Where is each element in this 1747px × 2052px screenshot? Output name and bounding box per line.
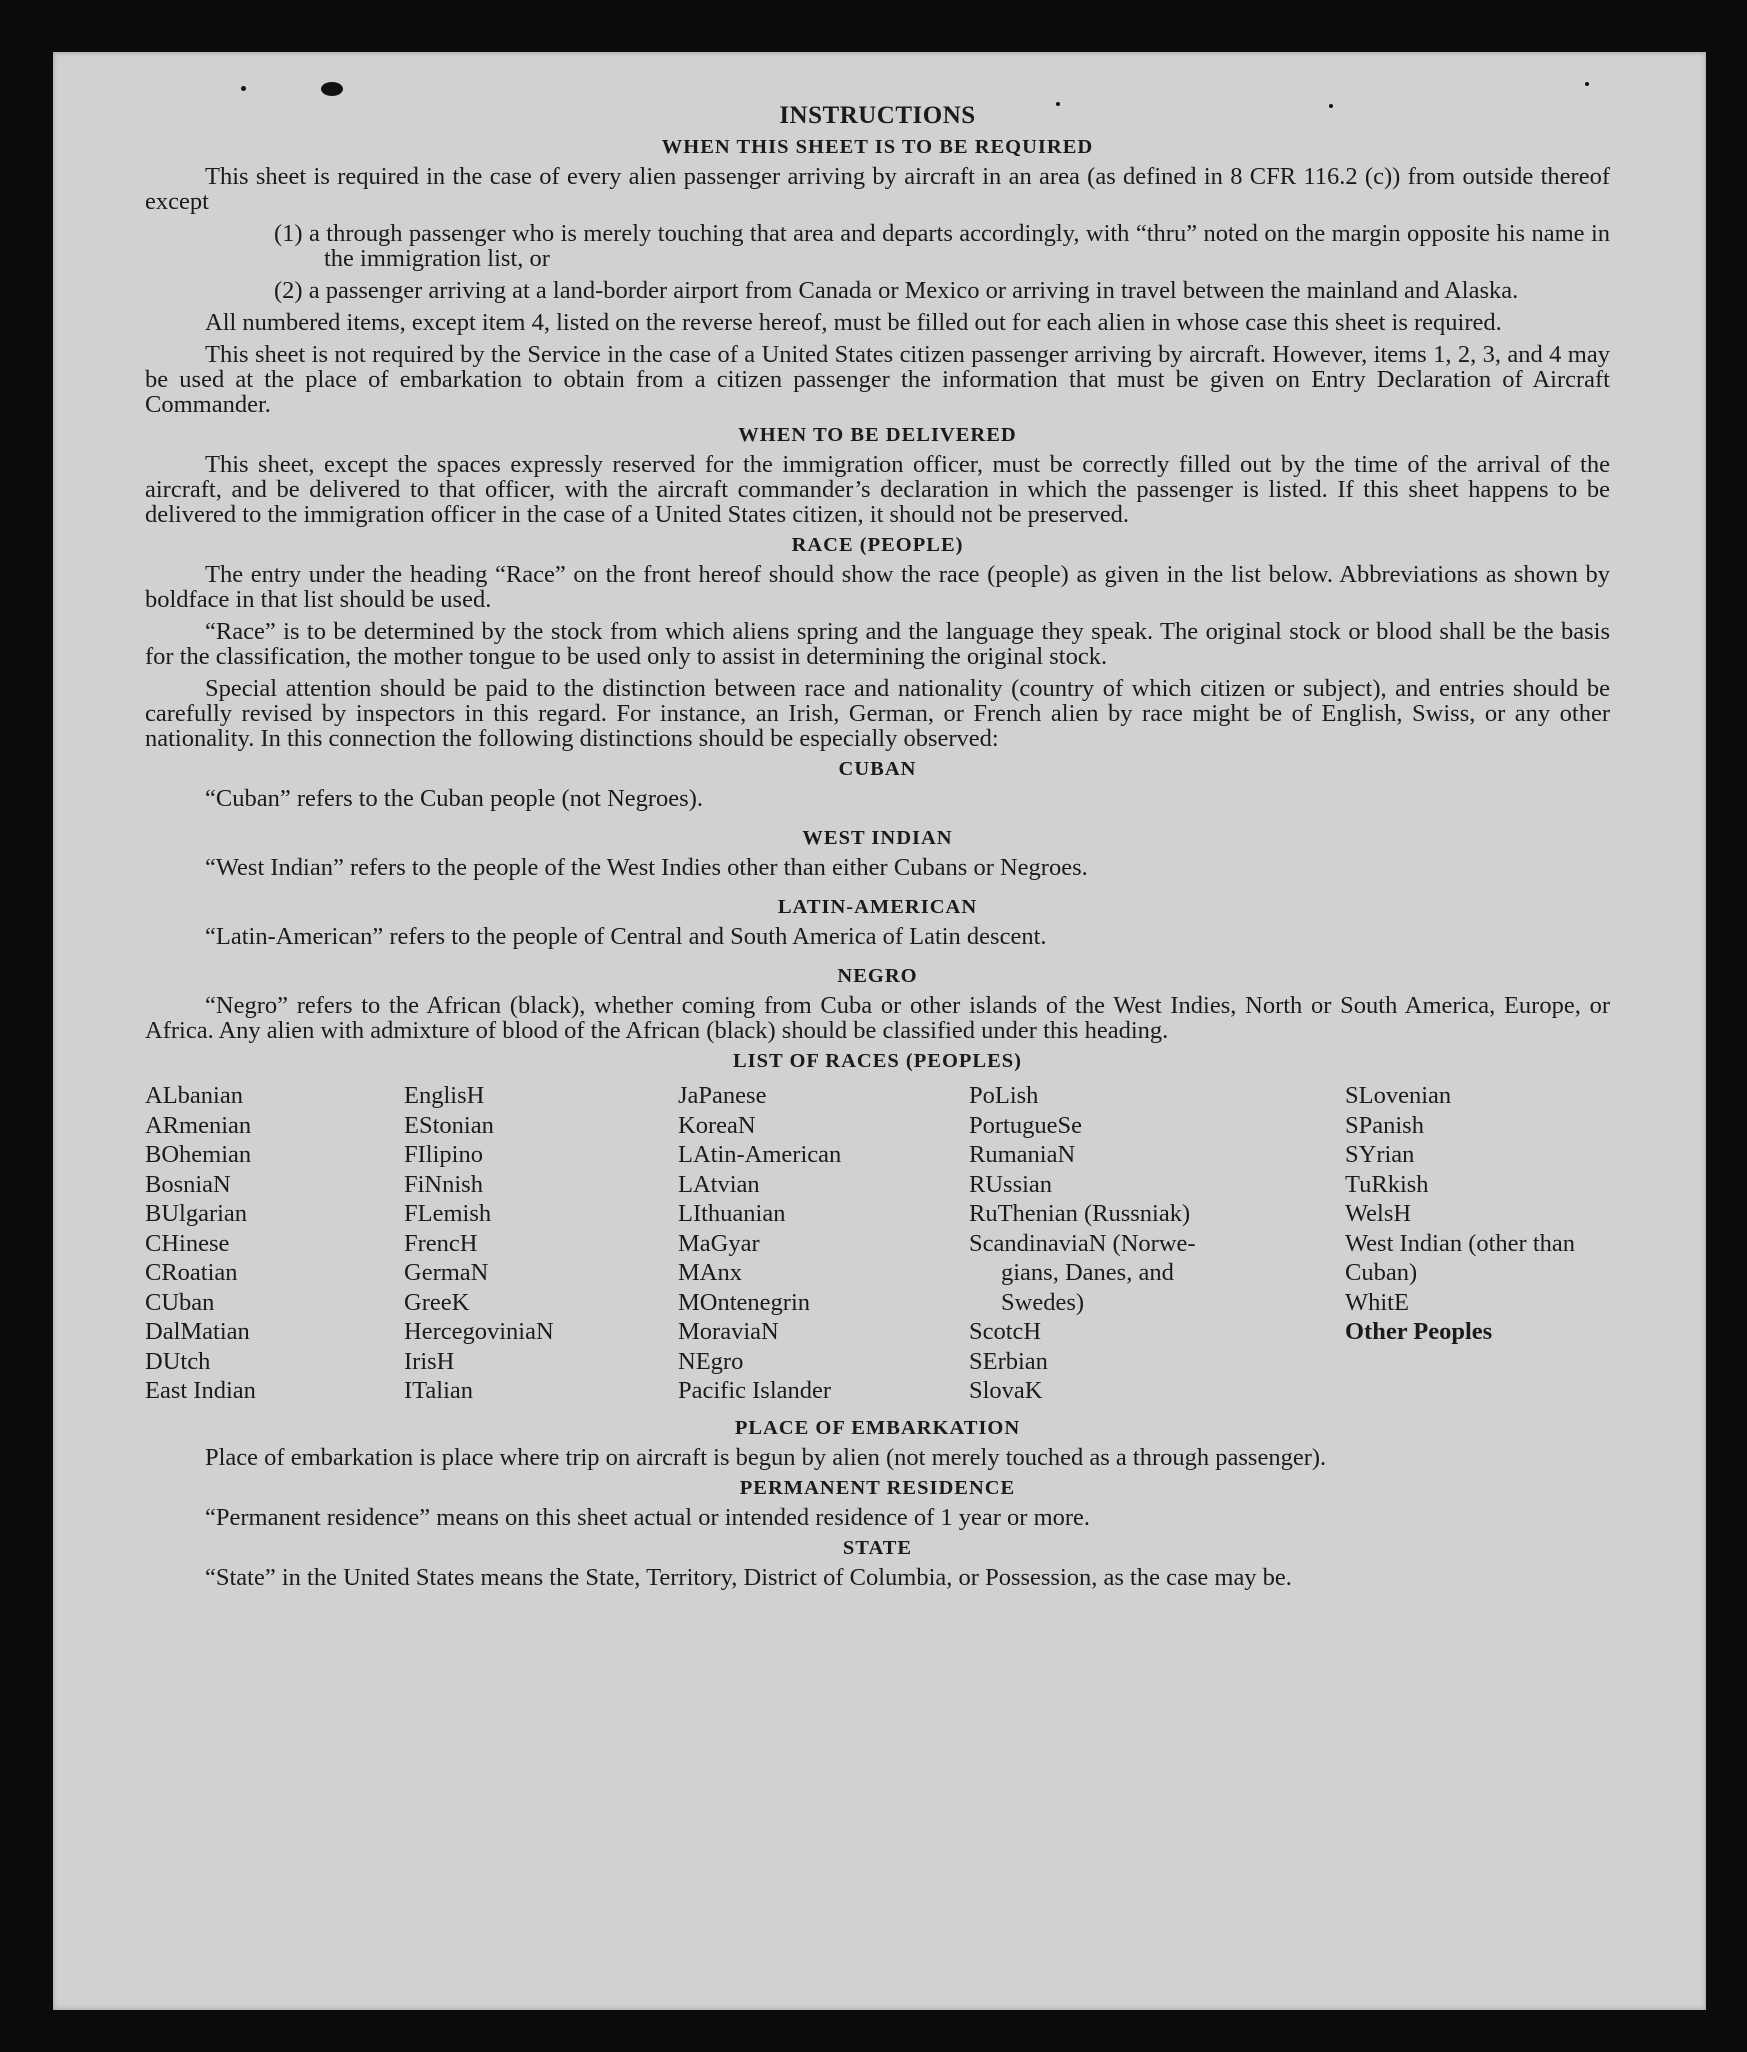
race-item: LAtvian xyxy=(678,1170,760,1198)
race-item: RuThenian (Russniak) xyxy=(969,1200,1191,1227)
definition: “Cuban” refers to the Cuban people (not Negroes). xyxy=(205,785,703,812)
races-column-3 xyxy=(678,1081,841,1406)
race-item: ITalian xyxy=(404,1377,474,1404)
races-list xyxy=(145,1081,1610,1411)
race-item: East Indian xyxy=(145,1377,256,1404)
race-item: ScandinaviaN (Norwe- xyxy=(969,1229,1196,1257)
race-item: BUlgarian xyxy=(145,1200,248,1227)
paragraph: Special attention should be paid to the distinction between race and nationality (country of which citizen or subject), and entries should be carefully revised by inspectors in this regard. For instance, an Irish, German, or French alien by race might be of English, Swiss, or any other nationality. In this connection the following distinctions should be especially observed: xyxy=(145,675,1610,752)
race-item: IrisH xyxy=(404,1347,455,1375)
paragraph: “State” in the United States means the State, Territory, District of Columbia, or Possession, as the case may be. xyxy=(205,1564,1292,1591)
race-item: JaPanese xyxy=(678,1082,767,1109)
heading-negro: NEGRO xyxy=(837,965,918,987)
heading-state: STATE xyxy=(842,1537,913,1559)
race-item: CHinese xyxy=(145,1229,230,1257)
heading-when-delivered: WHEN TO BE DELIVERED xyxy=(738,424,1017,446)
race-item: SYrian xyxy=(1345,1141,1415,1168)
race-item: WelsH xyxy=(1345,1200,1412,1227)
paragraph: “Race” is to be determined by the stock from which aliens spring and the language they speak. The original stock or blood shall be the basis for the classification, the mother tongue to be used only to assist in determining the original stock. xyxy=(145,618,1610,670)
race-item: GermaN xyxy=(404,1259,489,1286)
race-item: Other Peoples xyxy=(1345,1318,1493,1345)
race-item: ARmenian xyxy=(145,1111,252,1139)
heading-race: RACE (PEOPLE) xyxy=(791,534,964,556)
race-item: SlovaK xyxy=(969,1377,1043,1404)
race-item: SErbian xyxy=(969,1347,1048,1375)
race-item: BOhemian xyxy=(145,1141,252,1168)
heading-cuban: CUBAN xyxy=(838,758,917,780)
race-item: TuRkish xyxy=(1345,1170,1429,1198)
race-item: SLovenian xyxy=(1345,1082,1452,1109)
race-item: West Indian (other than Cuban) xyxy=(1345,1229,1576,1286)
race-item: SPanish xyxy=(1345,1111,1424,1139)
races-column-5 xyxy=(1345,1081,1610,1347)
race-item: DUtch xyxy=(145,1347,211,1375)
paragraph: “Negro” refers to the African (black), whether coming from Cuba or other islands of the West Indies, North or South America, Europe, or Africa. Any alien with admixture of blood of the African (black) should be classified under this heading. xyxy=(145,992,1610,1044)
race-item: CRoatian xyxy=(145,1259,238,1286)
ink-blot xyxy=(321,82,343,96)
race-item: MoraviaN xyxy=(678,1318,779,1345)
heading-latin-american: LATIN-AMERICAN xyxy=(777,896,978,918)
races-column-1 xyxy=(145,1081,256,1406)
ink-dot xyxy=(241,86,246,91)
race-item-continued: gians, Danes, and xyxy=(1001,1259,1174,1286)
paragraph: This sheet, except the spaces expressly reserved for the immigration officer, must be correctly filled out by the time of the arrival of the aircraft, and be delivered to that officer, with the aircraft commander’s declaration in which the passenger is listed. If this sheet happens to be delivered to the immigration officer in the case of a United States citizen, it should not be preserved. xyxy=(145,451,1610,528)
races-column-2 xyxy=(404,1081,554,1406)
heading-permanent-residence: PERMANENT RESIDENCE xyxy=(739,1477,1016,1499)
race-item: GreeK xyxy=(404,1288,470,1316)
race-item: FiNnish xyxy=(404,1170,483,1198)
race-item: FLemish xyxy=(404,1200,492,1227)
race-item: LAtin-American xyxy=(678,1141,842,1168)
paragraph: Place of embarkation is place where trip on aircraft is begun by alien (not merely touched as a through passenger). xyxy=(205,1444,1327,1471)
race-item: FrencH xyxy=(404,1229,478,1257)
definition: “West Indian” refers to the people of the West Indies other than either Cubans or Negroes. xyxy=(205,854,1088,881)
race-item: DalMatian xyxy=(145,1318,250,1345)
race-item: CUban xyxy=(145,1288,215,1316)
race-item: WhitE xyxy=(1345,1288,1409,1316)
race-item: RumaniaN xyxy=(969,1141,1076,1168)
list-item: (2) a passenger arriving at a land-border airport from Canada or Mexico or arriving in travel between the mainland and Alaska. xyxy=(274,277,1519,304)
ink-dot xyxy=(1585,82,1589,86)
race-item: ALbanian xyxy=(145,1082,243,1109)
definition: “Latin-American” refers to the people of Central and South America of Latin descent. xyxy=(205,923,1047,950)
race-item: LIthuanian xyxy=(678,1200,786,1227)
race-item: MOntenegrin xyxy=(678,1288,810,1316)
race-item: NEgro xyxy=(678,1347,744,1375)
race-item: ScotcH xyxy=(969,1318,1042,1345)
race-item: EStonian xyxy=(404,1111,494,1139)
race-item: EnglisH xyxy=(404,1082,485,1109)
race-item: HercegoviniaN xyxy=(404,1318,554,1345)
paragraph: All numbered items, except item 4, listed on the reverse hereof, must be filled out for each alien in whose case this sheet is required. xyxy=(205,309,1502,336)
race-item: RUssian xyxy=(969,1170,1053,1198)
instructions-content xyxy=(145,102,1610,1597)
heading-when-required: WHEN THIS SHEET IS TO BE REQUIRED xyxy=(661,136,1094,158)
page-title: INSTRUCTIONS xyxy=(779,102,976,129)
races-column-4 xyxy=(969,1081,1274,1406)
document-sheet xyxy=(53,52,1706,2010)
race-item: FIlipino xyxy=(404,1141,483,1168)
race-item: PoLish xyxy=(969,1082,1039,1109)
race-item: MAnx xyxy=(678,1259,742,1286)
heading-west-indian: WEST INDIAN xyxy=(802,827,953,849)
race-item: PortugueSe xyxy=(969,1111,1082,1139)
list-item: (1) a through passenger who is merely touching that area and departs accordingly, with “thru” noted on the margin opposite his name in the immigration list, or xyxy=(274,220,1610,272)
paragraph: This sheet is not required by the Service in the case of a United States citizen passenger arriving by aircraft. However, items 1, 2, 3, and 4 may be used at the place of embarkation to obtain from a citizen passenger the information that must be given on Entry Declaration of Aircraft Commander. xyxy=(145,341,1610,418)
race-item: Pacific Islander xyxy=(678,1377,832,1404)
paragraph: “Permanent residence” means on this sheet actual or intended residence of 1 year or more. xyxy=(205,1504,1091,1531)
heading-place-of-embarkation: PLACE OF EMBARKATION xyxy=(734,1417,1021,1439)
paragraph: The entry under the heading “Race” on the front hereof should show the race (people) as given in the list below. Abbreviations as shown by boldface in that list should be used. xyxy=(145,561,1610,613)
race-item: MaGyar xyxy=(678,1229,760,1257)
paragraph: This sheet is required in the case of every alien passenger arriving by aircraft in an area (as defined in 8 CFR 116.2 (c)) from outside thereof except xyxy=(145,163,1610,215)
race-item: BosniaN xyxy=(145,1170,231,1198)
race-item: KoreaN xyxy=(678,1111,756,1139)
heading-list-of-races: LIST OF RACES (PEOPLES) xyxy=(733,1050,1022,1072)
race-item-continued: Swedes) xyxy=(1001,1288,1085,1316)
